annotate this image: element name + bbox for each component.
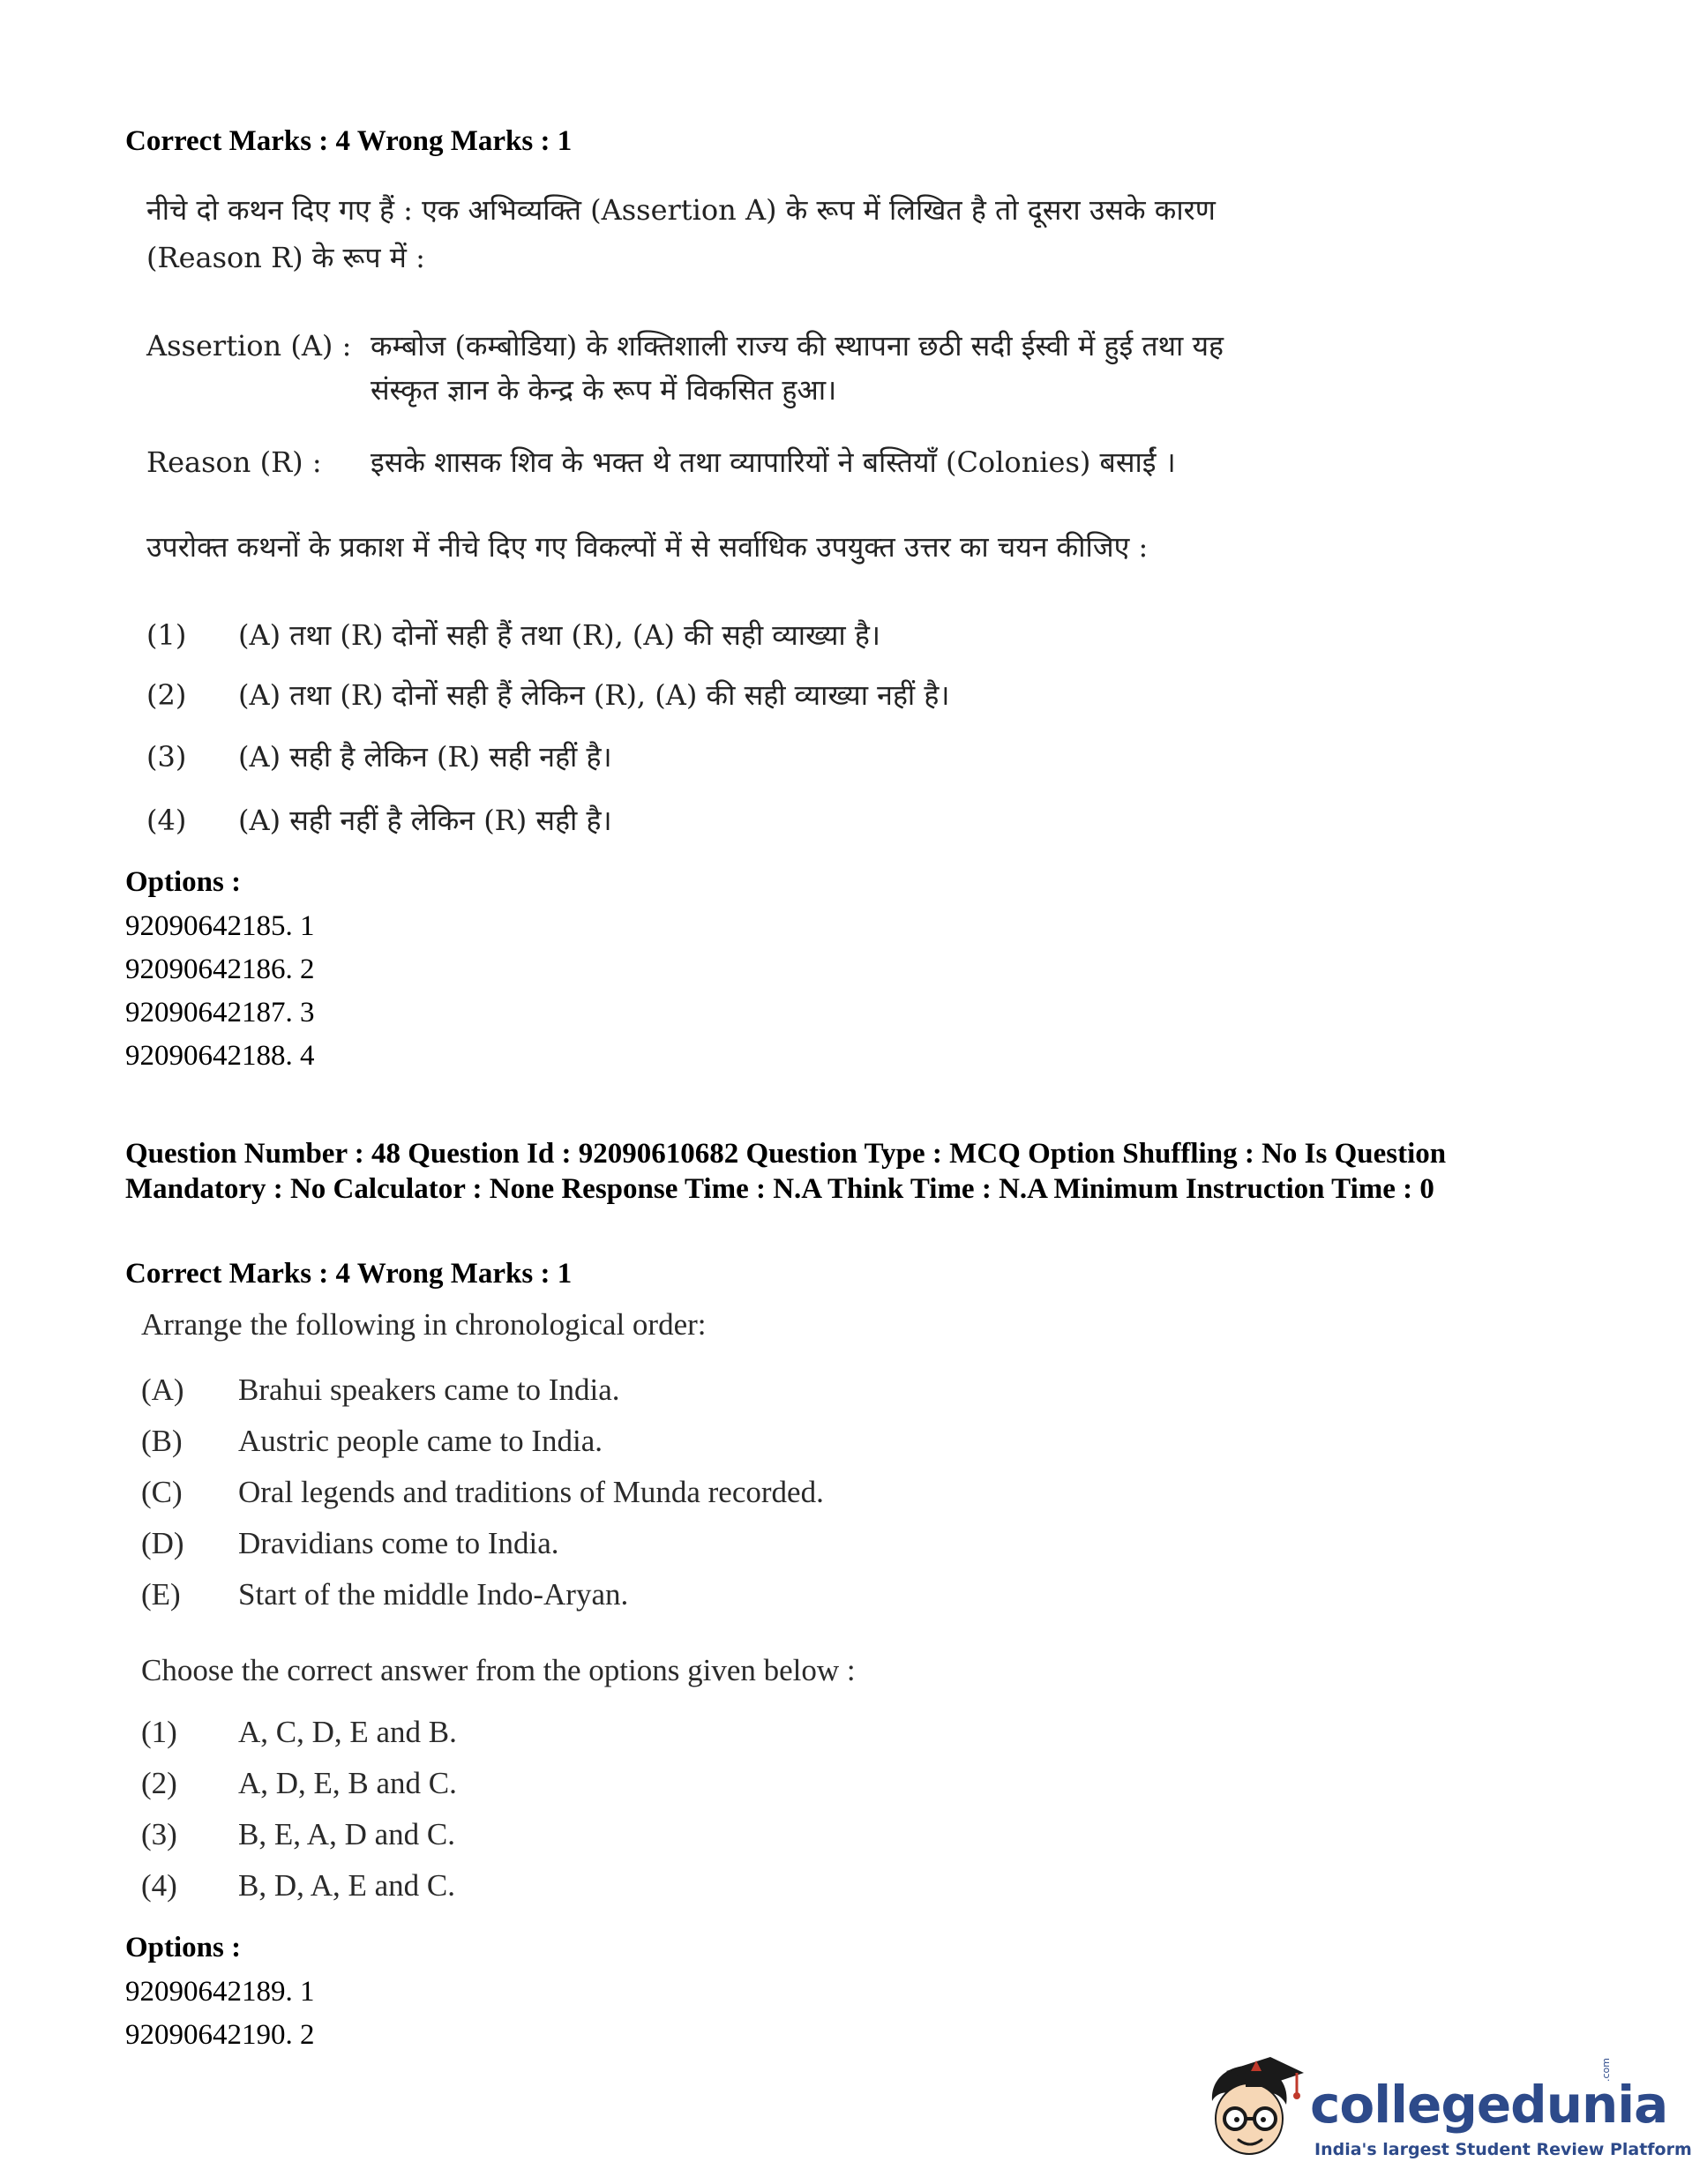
q48-choice-text: A, C, D, E and B. bbox=[238, 1715, 457, 1749]
q48-item-text: Start of the middle Indo-Aryan. bbox=[238, 1577, 629, 1612]
q47-choice-num: (3) bbox=[146, 740, 187, 774]
q47-option-item: 92090642188. 4 bbox=[125, 1040, 315, 1072]
q48-meta: Question Number : 48 Question Id : 92090610682 Question Type : MCQ Option Shuffling : No Is Question Mandatory : No Calculator : None Response Time : N.A Think Time : N.A Minimum Instruction Time : 0 bbox=[125, 1138, 1447, 1205]
student-face-icon bbox=[1200, 2055, 1306, 2170]
q48-item-text: Dravidians come to India. bbox=[238, 1526, 559, 1560]
q47-option-item: 92090642187. 3 bbox=[125, 997, 315, 1028]
q48-item-label: (D) bbox=[141, 1526, 184, 1560]
q47-option-item: 92090642186. 2 bbox=[125, 954, 315, 985]
q47-choice-text: (A) तथा (R) दोनों सही हैं तथा (R), (A) की सही व्याख्या है। bbox=[238, 618, 880, 652]
q48-choice-num: (1) bbox=[141, 1715, 177, 1749]
q47-assertion-label: Assertion (A) : bbox=[146, 329, 352, 363]
q47-choice-text: (A) तथा (R) दोनों सही हैं लेकिन (R), (A) की सही व्याख्या नहीं है। bbox=[238, 678, 950, 712]
q47-options-label: Options : bbox=[125, 866, 242, 898]
q47-assertion-line1: कम्बोज (कम्बोडिया) के शक्तिशाली राज्य की स्थापना छठी सदी ईस्वी में हुई तथा यह bbox=[371, 329, 1224, 363]
q48-choice-num: (3) bbox=[141, 1817, 177, 1851]
logo-wordmark: collegedunia bbox=[1310, 2075, 1668, 2135]
q47-marks: Correct Marks : 4 Wrong Marks : 1 bbox=[125, 125, 573, 157]
logo-tagline: India's largest Student Review Platform bbox=[1314, 2140, 1692, 2159]
q47-option-item: 92090642185. 1 bbox=[125, 910, 315, 942]
q47-choice-num: (2) bbox=[146, 678, 187, 712]
q47-instruction: उपरोक्त कथनों के प्रकाश में नीचे दिए गए विकल्पों में से सर्वाधिक उपयुक्त उत्तर का चयन कीजिए : bbox=[146, 530, 1149, 564]
q48-choice-num: (4) bbox=[141, 1868, 177, 1903]
logo-suffix: .com bbox=[1600, 2058, 1612, 2082]
q47-choice-text: (A) सही है लेकिन (R) सही नहीं है। bbox=[238, 740, 612, 774]
q48-item-text: Austric people came to India. bbox=[238, 1424, 603, 1458]
q47-reason-text: इसके शासक शिव के भक्त थे तथा व्यापारियों ने बस्तियाँ (Colonies) बसाईं । bbox=[371, 445, 1176, 479]
q48-choice-text: A, D, E, B and C. bbox=[238, 1766, 457, 1800]
q47-intro-line1: नीचे दो कथन दिए गए हैं : एक अभिव्यक्ति (Assertion A) के रूप में लिखित है तो दूसरा उसके कारण bbox=[146, 193, 1216, 227]
q48-item-text: Brahui speakers came to India. bbox=[238, 1372, 620, 1407]
q47-choice-text: (A) सही नहीं है लेकिन (R) सही है। bbox=[238, 804, 612, 837]
q48-options-label: Options : bbox=[125, 1932, 242, 1963]
q47-reason-label: Reason (R) : bbox=[146, 445, 322, 479]
q47-choice-num: (4) bbox=[146, 804, 187, 837]
collegedunia-logo[interactable] bbox=[1200, 2055, 1692, 2170]
q47-assertion-line2: संस्कृत ज्ञान के केन्द्र के रूप में विकसित हुआ। bbox=[371, 373, 837, 407]
q48-marks: Correct Marks : 4 Wrong Marks : 1 bbox=[125, 1258, 573, 1290]
q47-intro-line2: (Reason R) के रूप में : bbox=[146, 241, 425, 274]
q47-choice-num: (1) bbox=[146, 618, 187, 652]
q48-option-item: 92090642190. 2 bbox=[125, 2019, 315, 2051]
q48-option-item: 92090642189. 1 bbox=[125, 1976, 315, 2008]
q48-choice-num: (2) bbox=[141, 1766, 177, 1800]
q48-item-label: (E) bbox=[141, 1577, 181, 1612]
q48-item-text: Oral legends and traditions of Munda recorded. bbox=[238, 1475, 824, 1509]
q48-choice-text: B, E, A, D and C. bbox=[238, 1817, 455, 1851]
q48-choose-instruction: Choose the correct answer from the options given below : bbox=[141, 1653, 856, 1687]
q48-prompt: Arrange the following in chronological order: bbox=[141, 1307, 707, 1342]
q48-item-label: (A) bbox=[141, 1372, 184, 1407]
q48-choice-text: B, D, A, E and C. bbox=[238, 1868, 455, 1903]
q48-item-label: (B) bbox=[141, 1424, 183, 1458]
q48-item-label: (C) bbox=[141, 1475, 183, 1509]
